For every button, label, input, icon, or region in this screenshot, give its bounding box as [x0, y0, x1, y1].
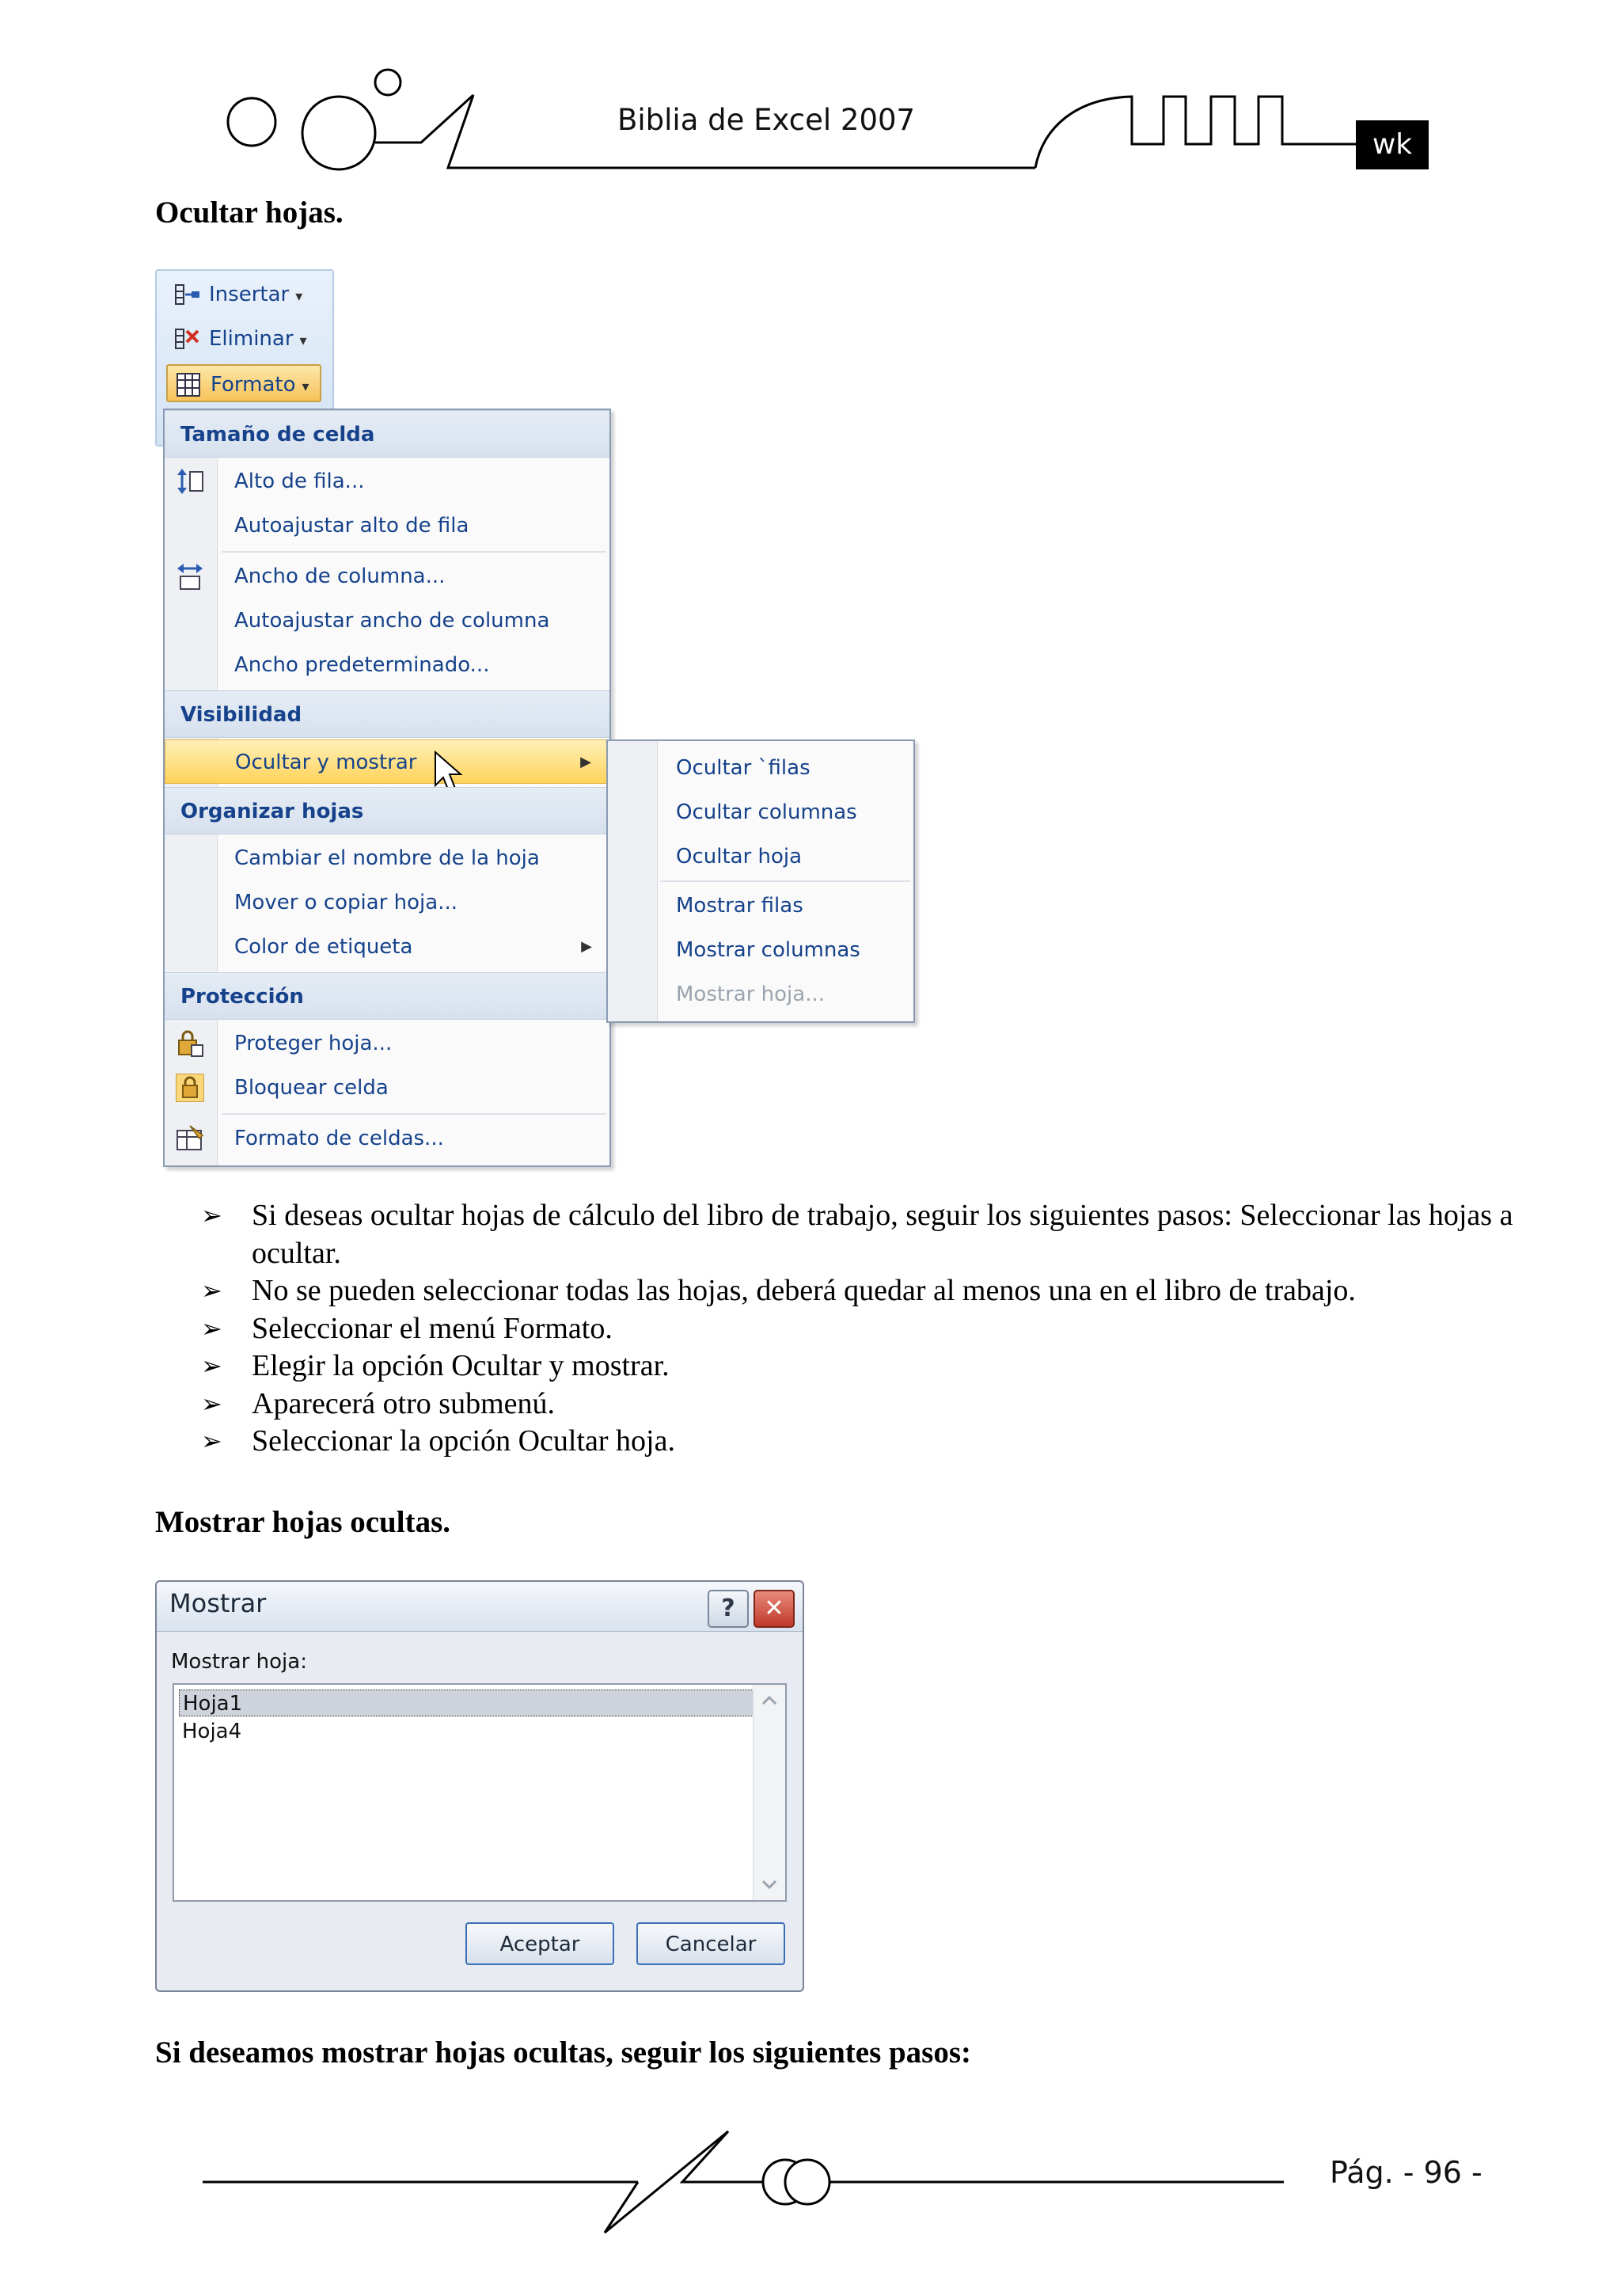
ribbon-insert-button[interactable] [166, 276, 321, 314]
menu-item-autofit-column-width[interactable] [165, 599, 609, 643]
menu-item-label: Mover o copiar hoja... [234, 891, 458, 914]
list-item-text: Seleccionar la opción Ocultar hoja. [252, 1424, 675, 1458]
dropdown-caret-icon: ▾ [295, 288, 303, 305]
header-circle-small [228, 98, 275, 146]
submenu-item-unhide-columns[interactable]: Mostrar columnas [676, 938, 860, 962]
menu-item-label: Formato de celdas... [234, 1127, 444, 1150]
closing-heading: Si deseamos mostrar hojas ocultas, seguir los siguientes pasos: [155, 2036, 972, 2070]
format-cells-icon [176, 1124, 204, 1153]
section-heading-ocultar: Ocultar hojas. [155, 196, 344, 230]
arrow-bullet-icon: ➢ [201, 1201, 222, 1230]
ribbon-delete-label: Eliminar [209, 327, 294, 351]
format-icon [176, 372, 203, 397]
ribbon-insert-label: Insertar [209, 283, 290, 306]
arrow-bullet-icon: ➢ [201, 1427, 222, 1455]
dropdown-caret-icon: ▾ [302, 378, 309, 395]
list-item [201, 1310, 1531, 1348]
menu-item-label: Autoajustar alto de fila [234, 514, 469, 538]
header-title: Biblia de Excel 2007 [617, 103, 916, 137]
menu-item-label: Ocultar y mostrar [235, 751, 417, 774]
submenu-item-hide-sheet[interactable]: Ocultar hoja [676, 845, 803, 869]
list-item [201, 1423, 1531, 1461]
menu-item-row-height[interactable] [165, 459, 609, 504]
menu-item-rename-sheet[interactable] [165, 836, 609, 880]
list-item [201, 1348, 1531, 1386]
scroll-up-icon[interactable] [754, 1686, 785, 1715]
insert-cells-icon [174, 282, 201, 307]
submenu-item-hide-columns[interactable]: Ocultar columnas [676, 800, 857, 824]
menu-separator [222, 551, 606, 553]
menu-item-autofit-row-height[interactable] [165, 504, 609, 548]
submenu-arrow-icon: ▶ [580, 754, 591, 770]
protect-sheet-icon [176, 1029, 204, 1058]
menu-item-label: Proteger hoja... [234, 1032, 393, 1055]
menu-separator [222, 1113, 606, 1115]
help-button[interactable]: ? [708, 1590, 749, 1628]
menu-item-default-width[interactable] [165, 643, 609, 687]
sheet-list-item[interactable]: Hoja1 [179, 1690, 757, 1716]
menu-item-label: Autoajustar ancho de columna [234, 609, 550, 633]
list-item-text: Seleccionar el menú Formato. [252, 1311, 613, 1345]
dialog-titlebar [157, 1582, 803, 1632]
submenu-separator [660, 880, 910, 882]
accept-button[interactable]: Aceptar [465, 1922, 614, 1965]
lock-icon [176, 1074, 204, 1102]
list-item [201, 1272, 1531, 1310]
header-right-wave [1035, 97, 1357, 168]
menu-header-cell-size: Tamaño de celda [165, 410, 609, 458]
hide-unhide-submenu [606, 739, 915, 1023]
menu-item-label: Ancho de columna... [234, 564, 446, 588]
cancel-button[interactable]: Cancelar [636, 1922, 785, 1965]
column-width-icon [176, 562, 204, 591]
sheet-list-label: Mostrar hoja: [171, 1650, 307, 1674]
list-item-text: Elegir la opción Ocultar y mostrar. [252, 1349, 670, 1382]
menu-header-visibility: Visibilidad [165, 690, 609, 738]
menu-item-format-cells[interactable] [165, 1116, 609, 1161]
list-item [201, 1386, 1531, 1424]
page-number: Pág. - 96 - [1330, 2155, 1482, 2190]
section-heading-mostrar: Mostrar hojas ocultas. [155, 1505, 450, 1539]
delete-cells-icon [174, 326, 201, 352]
list-item-text: Si deseas ocultar hojas de cálculo del libro de trabajo, seguir los siguientes pasos: Seleccionar las hojas a ocultar. [252, 1199, 1513, 1270]
dialog-title: Mostrar [169, 1588, 267, 1618]
menu-item-column-width[interactable] [165, 554, 609, 599]
list-item-text: No se pueden seleccionar todas las hojas, deberá quedar al menos una en el libro de trabajo. [252, 1274, 1356, 1307]
submenu-arrow-icon: ▶ [581, 938, 592, 955]
steps-list [201, 1197, 1531, 1461]
format-menu [163, 409, 611, 1167]
menu-item-label: Ancho predeterminado... [234, 653, 490, 677]
close-button[interactable]: ✕ [754, 1590, 795, 1628]
menu-item-lock-cell[interactable] [165, 1066, 609, 1110]
menu-item-move-copy-sheet[interactable] [165, 880, 609, 925]
ribbon-format-button[interactable] [166, 364, 321, 402]
menu-item-label: Alto de fila... [234, 469, 365, 493]
menu-header-organize-sheets: Organizar hojas [165, 787, 609, 834]
submenu-item-unhide-rows[interactable]: Mostrar filas [676, 894, 803, 918]
ribbon-format-label: Formato [211, 373, 296, 397]
menu-item-hide-unhide[interactable] [165, 739, 609, 784]
list-scrollbar[interactable] [753, 1685, 785, 1900]
submenu-item-hide-rows[interactable]: Ocultar `filas [676, 756, 810, 780]
menu-header-protection: Protección [165, 972, 609, 1020]
submenu-item-unhide-sheet: Mostrar hoja... [676, 983, 825, 1006]
row-height-icon [176, 467, 204, 496]
menu-item-tab-color[interactable] [165, 925, 609, 969]
arrow-bullet-icon: ➢ [201, 1389, 222, 1418]
header-circle-tiny [375, 70, 401, 95]
menu-item-label: Bloquear celda [234, 1076, 389, 1100]
unhide-dialog [155, 1580, 804, 1992]
dropdown-caret-icon: ▾ [299, 333, 307, 349]
scroll-down-icon[interactable] [754, 1870, 785, 1899]
arrow-bullet-icon: ➢ [201, 1276, 222, 1305]
sheet-list-item[interactable]: Hoja4 [182, 1720, 242, 1743]
menu-item-label: Color de etiqueta [234, 935, 413, 959]
header-badge: wk [1356, 120, 1429, 169]
list-item-text: Aparecerá otro submenú. [252, 1386, 556, 1420]
menu-item-protect-sheet[interactable] [165, 1021, 609, 1066]
list-item [201, 1197, 1531, 1272]
menu-item-label: Cambiar el nombre de la hoja [234, 846, 540, 870]
ribbon-delete-button[interactable] [166, 320, 321, 358]
arrow-bullet-icon: ➢ [201, 1351, 222, 1380]
arrow-bullet-icon: ➢ [201, 1313, 222, 1343]
header-circle-large [302, 97, 375, 169]
sheet-list[interactable] [173, 1683, 787, 1902]
